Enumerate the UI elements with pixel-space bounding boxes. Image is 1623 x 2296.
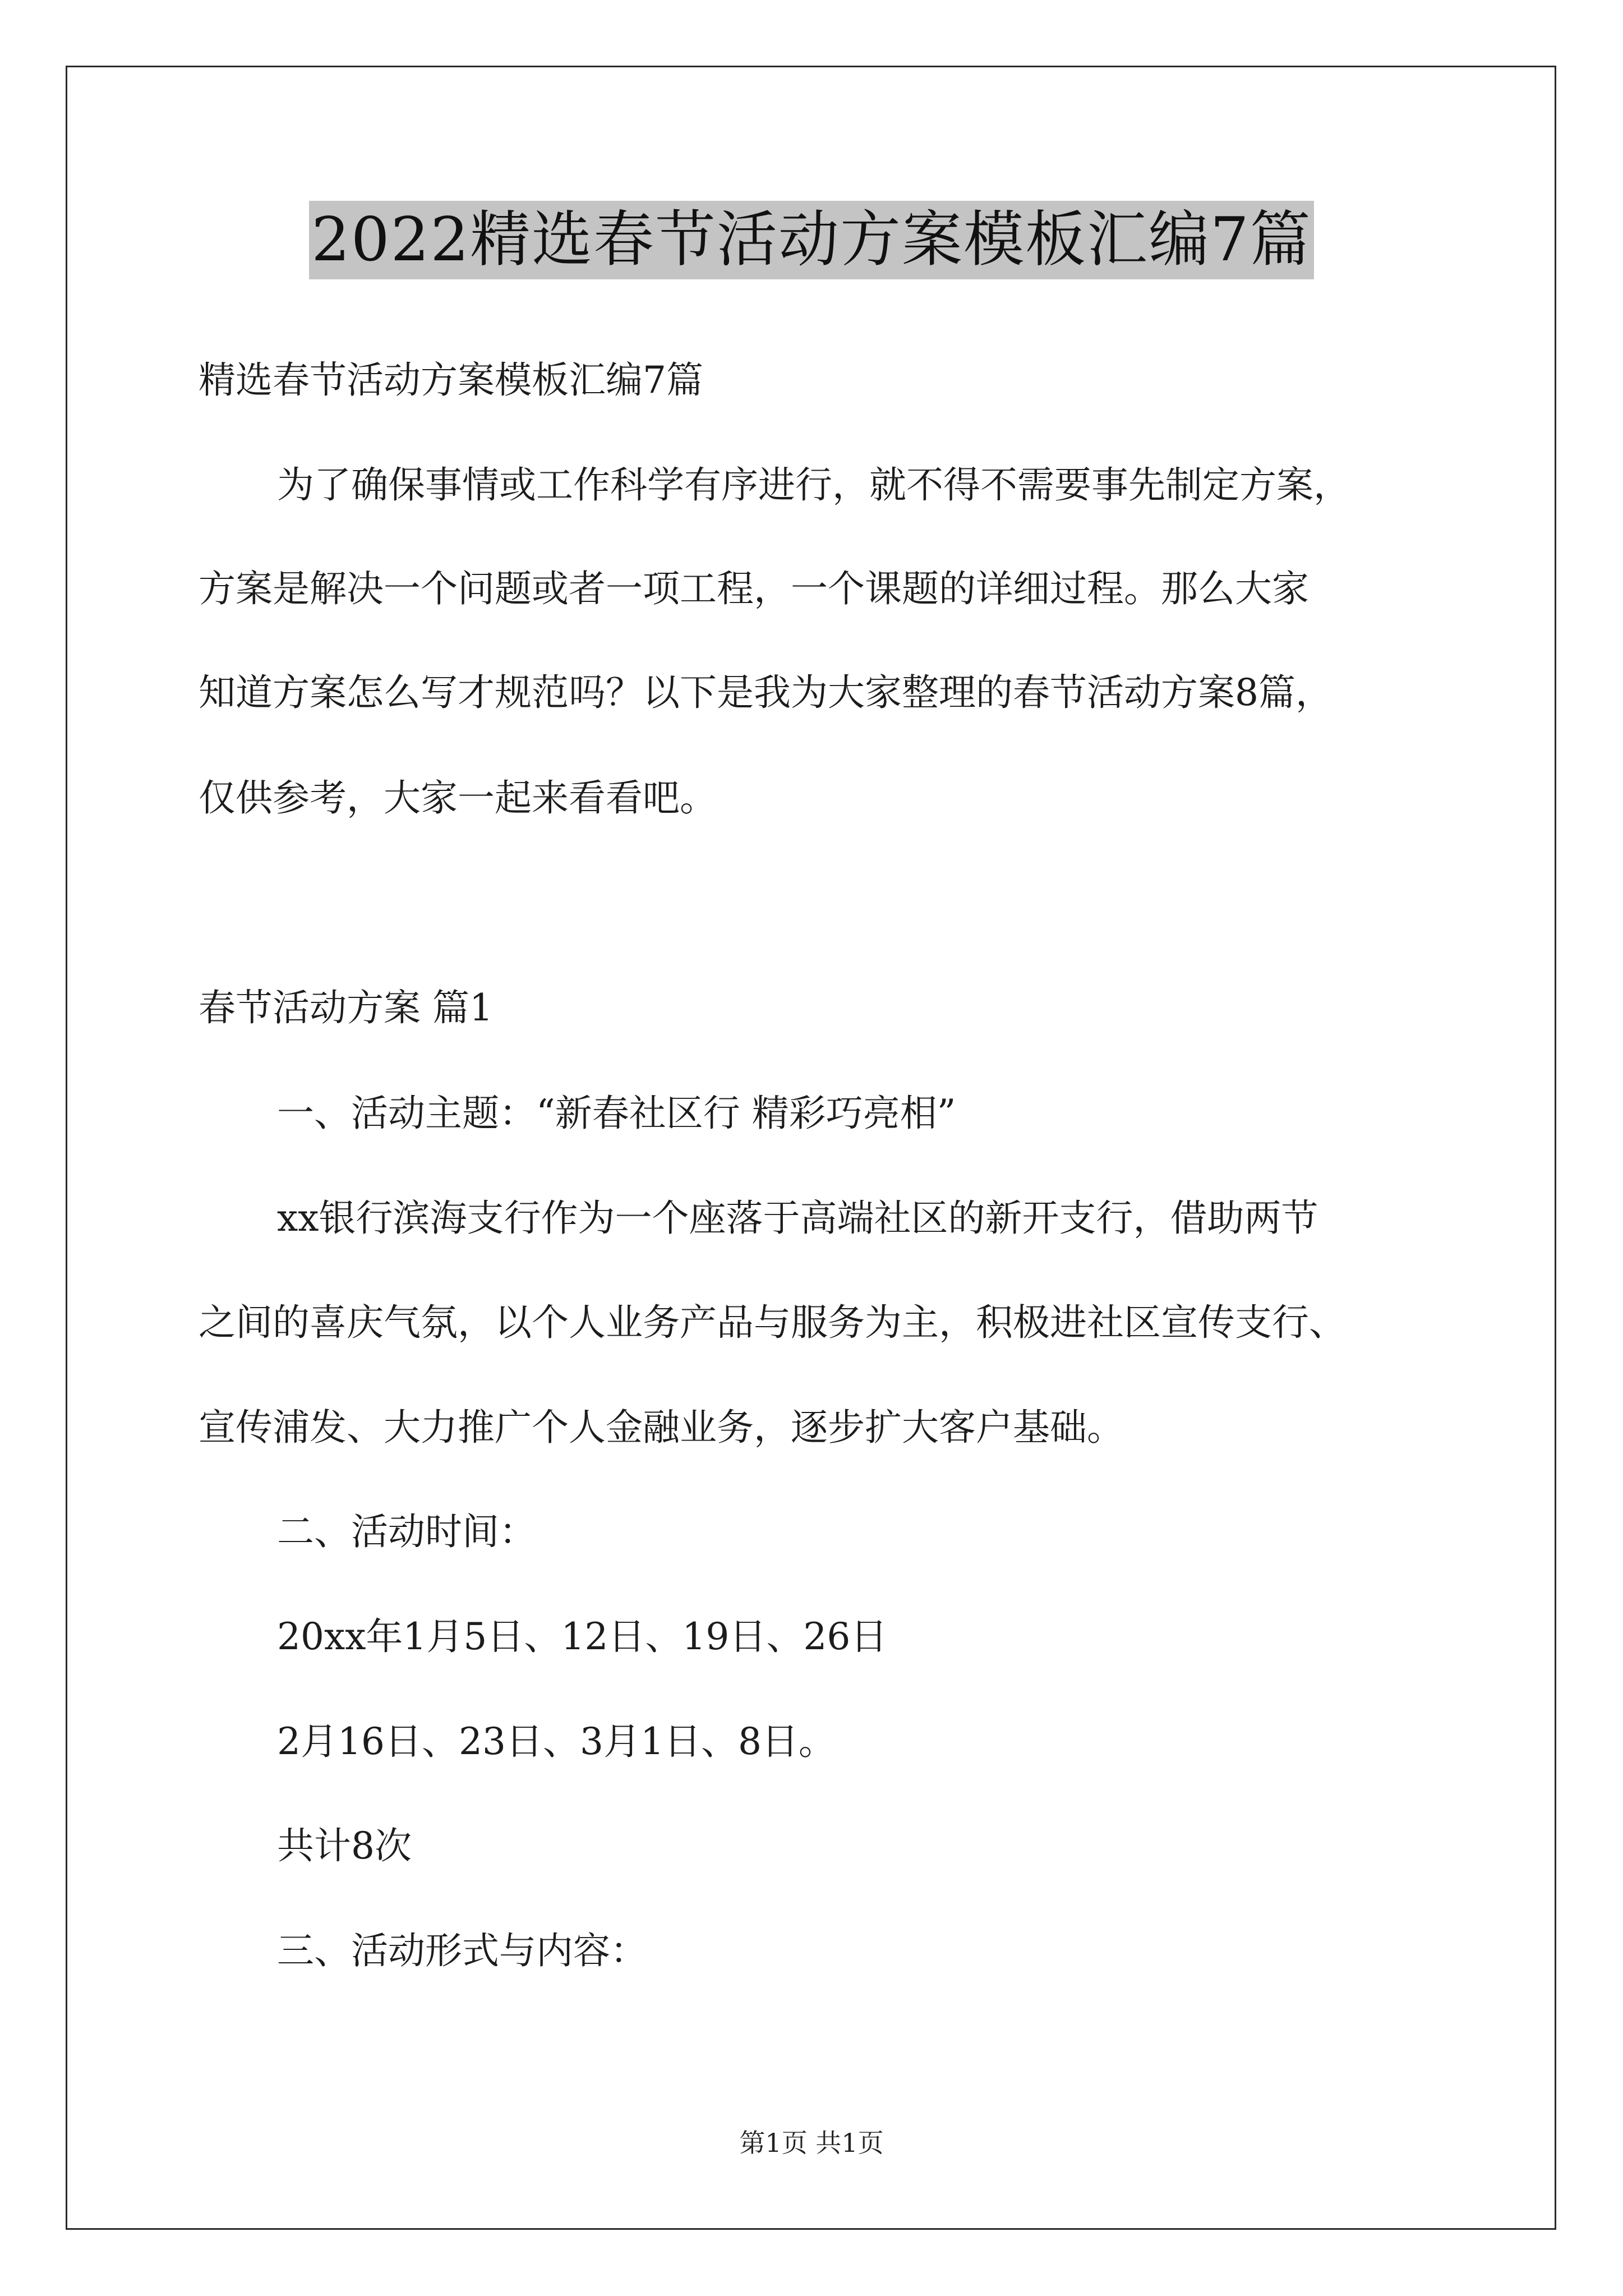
intro-line-4: 仅供参考，大家一起来看看吧。 bbox=[199, 776, 717, 820]
total-count: 共计8次 bbox=[277, 1824, 412, 1867]
para-line-1: xx银行滨海支行作为一个座落于高端社区的新开支行，借助两节 bbox=[277, 1197, 1318, 1240]
para-line-2: 之间的喜庆气氛，以个人业务产品与服务为主，积极进社区宣传支行、 bbox=[199, 1301, 1346, 1344]
item-activity-form: 三、活动形式与内容： bbox=[277, 1929, 647, 1972]
intro-line-3: 知道方案怎么写才规范吗？以下是我为大家整理的春节活动方案8篇， bbox=[199, 671, 1332, 714]
page-footer: 第1页 共1页 bbox=[739, 2128, 884, 2158]
item-activity-time: 二、活动时间： bbox=[277, 1510, 536, 1553]
title-container bbox=[0, 201, 1623, 279]
item-activity-theme: 一、活动主题：“新春社区行 精彩巧亮相” bbox=[277, 1092, 956, 1135]
document-subtitle: 精选春节活动方案模板汇编7篇 bbox=[199, 358, 703, 402]
section-heading: 春节活动方案 篇1 bbox=[199, 986, 493, 1029]
intro-line-2: 方案是解决一个问题或者一项工程，一个课题的详细过程。那么大家 bbox=[199, 567, 1309, 610]
document-title: 2022精选春节活动方案模板汇编7篇 bbox=[309, 201, 1314, 279]
dates-line-2: 2月16日、23日、3月1日、8日。 bbox=[277, 1720, 836, 1763]
para-line-3: 宣传浦发、大力推广个人金融业务，逐步扩大客户基础。 bbox=[199, 1406, 1124, 1449]
dates-line-1: 20xx年1月5日、12日、19日、26日 bbox=[277, 1615, 888, 1658]
intro-line-1: 为了确保事情或工作科学有序进行，就不得不需要事先制定方案， bbox=[277, 463, 1350, 507]
